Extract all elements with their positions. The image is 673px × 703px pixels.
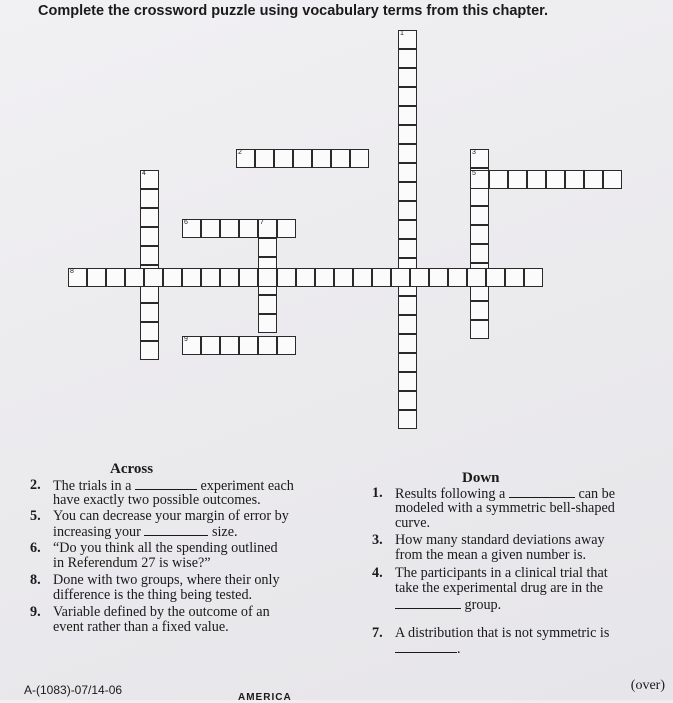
down-1-cell[interactable] [398, 296, 417, 315]
across-8-cell[interactable] [163, 268, 182, 287]
across-8-cell[interactable] [448, 268, 467, 287]
across-5-cell[interactable] [603, 170, 622, 189]
down-3-cell[interactable] [470, 320, 489, 339]
clue-text: The trials in a [53, 478, 132, 494]
down-4-cell[interactable] [140, 341, 159, 360]
clue-number-label: 1 [400, 30, 404, 37]
across-8-cell[interactable] [353, 268, 372, 287]
clue-text: . [457, 641, 461, 657]
clue-number: 1. [372, 485, 383, 501]
clue-number: 5. [30, 508, 41, 524]
across-8-cell[interactable] [334, 268, 353, 287]
clue-text: take the experimental drug are in the [395, 580, 603, 596]
clue-text: “Do you think all the spending outlined [53, 540, 278, 556]
across-2-cell[interactable] [350, 149, 369, 168]
clue-number: 9. [30, 604, 41, 620]
across-8-cell[interactable] [296, 268, 315, 287]
across-5-cell[interactable] [565, 170, 584, 189]
clue-number-label: 9 [184, 336, 188, 343]
down-heading: Down [462, 470, 500, 486]
form-code: A-(1083)-07/14-06 [24, 683, 123, 697]
clue-number-label: 8 [70, 268, 74, 275]
down-1-cell[interactable] [398, 239, 417, 258]
across-2-cell[interactable] [274, 149, 293, 168]
clue-text: experiment each [200, 478, 294, 494]
across-6-cell[interactable] [201, 219, 220, 238]
down-3-cell[interactable] [470, 206, 489, 225]
across-8-cell[interactable] [277, 268, 296, 287]
clue-text: can be [578, 486, 616, 502]
answer-blank [395, 641, 457, 653]
across-2-cell[interactable] [293, 149, 312, 168]
down-3-cell[interactable] [470, 149, 489, 168]
across-9-cell[interactable] [182, 336, 201, 355]
down-7-cell[interactable] [258, 219, 277, 238]
down-1-cell[interactable] [398, 125, 417, 144]
footer-partial-text: AMERICA [238, 692, 292, 703]
clue-number-label: 7 [260, 219, 264, 226]
clue-text: A distribution that is not symmetric is [395, 625, 610, 641]
down-4-cell[interactable] [140, 303, 159, 322]
across-8-cell[interactable] [106, 268, 125, 287]
down-3-cell[interactable] [470, 187, 489, 206]
clue-number-label: 2 [238, 149, 242, 156]
answer-blank [135, 478, 197, 490]
across-6-cell[interactable] [182, 219, 201, 238]
answer-blank [395, 597, 461, 609]
across-9-cell[interactable] [277, 336, 296, 355]
down-7-cell[interactable] [258, 295, 277, 314]
across-8-cell[interactable] [201, 268, 220, 287]
clue-text: difference is the thing being tested. [53, 587, 253, 603]
clue-text: Done with two groups, where their only [53, 572, 280, 588]
across-5-cell[interactable] [527, 170, 546, 189]
clue-text: size. [211, 524, 238, 540]
clue-number-label: 4 [142, 170, 146, 177]
across-8-cell[interactable] [467, 268, 486, 287]
across-8-cell[interactable] [410, 268, 429, 287]
down-1-cell[interactable] [398, 144, 417, 163]
down-1-cell[interactable] [398, 49, 417, 68]
worksheet-title: Complete the crossword puzzle using vocabulary terms from this chapter. [38, 3, 549, 19]
across-5-cell[interactable] [470, 170, 489, 189]
down-1-cell[interactable] [398, 372, 417, 391]
down-1-cell[interactable] [398, 163, 417, 182]
down-4-cell[interactable] [140, 189, 159, 208]
across-8-cell[interactable] [486, 268, 505, 287]
clue-text: have exactly two possible outcomes. [53, 492, 261, 508]
down-3-cell[interactable] [470, 225, 489, 244]
clue-text: group. [464, 597, 502, 613]
clue-text: increasing your [53, 524, 141, 540]
clue-number-label: 6 [184, 219, 188, 226]
across-5-cell[interactable] [508, 170, 527, 189]
clue-number-label: 3 [472, 149, 476, 156]
clue-number: 3. [372, 532, 383, 548]
down-1-cell[interactable] [398, 220, 417, 239]
across-8-cell[interactable] [258, 268, 277, 287]
across-8-cell[interactable] [125, 268, 144, 287]
across-2-cell[interactable] [255, 149, 274, 168]
across-9-cell[interactable] [220, 336, 239, 355]
across-8-cell[interactable] [524, 268, 543, 287]
down-1-cell[interactable] [398, 315, 417, 334]
answer-blank [144, 524, 208, 536]
down-1-cell[interactable] [398, 201, 417, 220]
across-2-cell[interactable] [236, 149, 255, 168]
clue-number: 4. [372, 565, 383, 581]
across-8-cell[interactable] [68, 268, 87, 287]
across-8-cell[interactable] [182, 268, 201, 287]
across-5-cell[interactable] [546, 170, 565, 189]
clue-number: 8. [30, 572, 41, 588]
clue-number: 7. [372, 625, 383, 641]
across-9-cell[interactable] [239, 336, 258, 355]
across-8-cell[interactable] [372, 268, 391, 287]
down-3-cell[interactable] [470, 301, 489, 320]
down-1-cell[interactable] [398, 68, 417, 87]
down-7-cell[interactable] [258, 238, 277, 257]
down-1-cell[interactable] [398, 106, 417, 125]
down-1-cell[interactable] [398, 182, 417, 201]
clue-text: curve. [395, 515, 431, 531]
down-4-cell[interactable] [140, 322, 159, 341]
across-9-cell[interactable] [258, 336, 277, 355]
down-4-cell[interactable] [140, 227, 159, 246]
clue-text: from the mean a given number is. [395, 547, 587, 563]
across-8-cell[interactable] [239, 268, 258, 287]
across-8-cell[interactable] [315, 268, 334, 287]
clue-text: Variable defined by the outcome of an [53, 604, 270, 620]
down-4-cell[interactable] [140, 170, 159, 189]
clue-text: You can decrease your margin of error by [53, 508, 289, 524]
down-1-cell[interactable] [398, 353, 417, 372]
clue-text: in Referendum 27 is wise?” [53, 555, 211, 571]
across-6-cell[interactable] [220, 219, 239, 238]
down-3-cell[interactable] [470, 244, 489, 263]
across-6-cell[interactable] [239, 219, 258, 238]
answer-blank [509, 486, 575, 498]
down-4-cell[interactable] [140, 208, 159, 227]
across-8-cell[interactable] [87, 268, 106, 287]
clue-text: Results following a [395, 486, 506, 502]
clue-number: 2. [30, 477, 41, 493]
down-1-cell[interactable] [398, 391, 417, 410]
down-1-cell[interactable] [398, 87, 417, 106]
clue-number-label: 5 [472, 170, 476, 177]
down-1-cell[interactable] [398, 30, 417, 49]
clue-text: event rather than a fixed value. [53, 619, 229, 635]
across-heading: Across [110, 461, 154, 477]
across-8-cell[interactable] [391, 268, 410, 287]
over-indicator: (over) [630, 678, 665, 693]
across-5-cell[interactable] [584, 170, 603, 189]
across-9-cell[interactable] [201, 336, 220, 355]
clue-text: The participants in a clinical trial that [395, 565, 608, 581]
across-5-cell[interactable] [489, 170, 508, 189]
across-2-cell[interactable] [312, 149, 331, 168]
across-8-cell[interactable] [429, 268, 448, 287]
clue-number: 6. [30, 540, 41, 556]
across-2-cell[interactable] [331, 149, 350, 168]
across-8-cell[interactable] [505, 268, 524, 287]
down-7-cell[interactable] [258, 314, 277, 333]
across-6-cell[interactable] [277, 219, 296, 238]
down-1-cell[interactable] [398, 410, 417, 429]
down-4-cell[interactable] [140, 246, 159, 265]
clue-text: How many standard deviations away [395, 532, 605, 548]
across-8-cell[interactable] [144, 268, 163, 287]
clue-text: modeled with a symmetric bell-shaped [395, 500, 615, 516]
down-1-cell[interactable] [398, 334, 417, 353]
across-8-cell[interactable] [220, 268, 239, 287]
